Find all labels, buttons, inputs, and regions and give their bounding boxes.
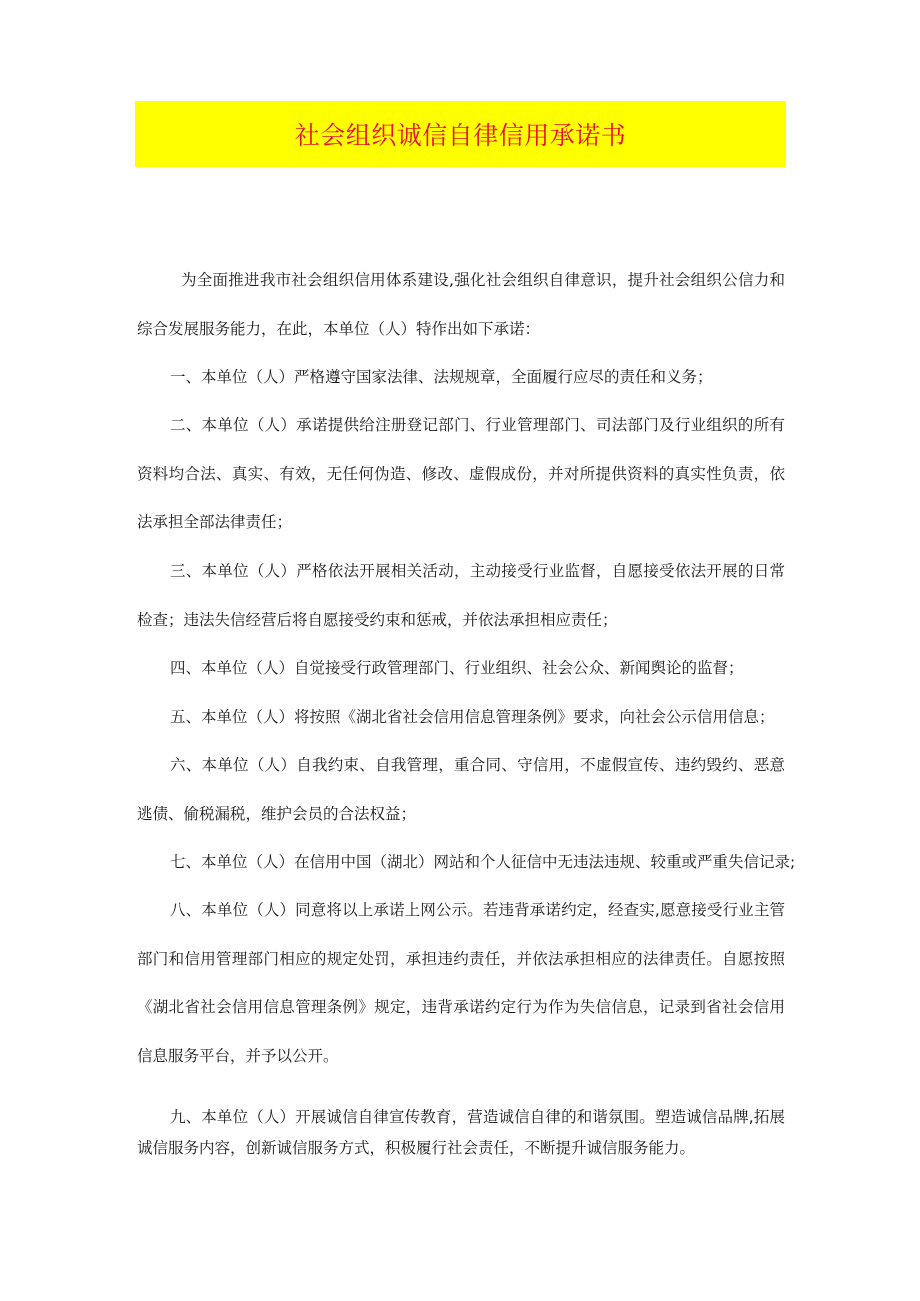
commitment-paragraph-6: 六、本单位（人）自我约束、自我管理，重合同、守信用，不虚假宣传、违约毁约、恶意逃债、偷税漏税，维护会员的合法权益；: [137, 756, 785, 823]
commitment-paragraph-9: 九、本单位（人）开展诚信自律宣传教育，营造诚信自律的和谐氛围。塑造诚信品牌,拓展诚信服务内容，创新诚信服务方式，积极履行社会责任，不断提升诚信服务能力。: [137, 1108, 785, 1157]
commitment-paragraph-8: 八、本单位（人）同意将以上承诺上网公示。若违背承诺约定，经查实,愿意接受行业主管部门和信用管理部门相应的规定处罚，承担违约责任，并依法承担相应的法律责任。自愿按照《湖北省社会信用信息管理条例》规定，违背承诺约定行为作为失信信息，记录到省社会信用信息服务平台，并予以公开。: [137, 901, 785, 1065]
commitment-paragraph-7: 七、本单位（人）在信用中国（湖北）网站和个人征信中无违法违规、较重或严重失信记录;: [170, 853, 796, 871]
commitment-paragraph-5: 五、本单位（人）将按照《湖北省社会信用信息管理条例》要求，向社会公示信用信息；: [170, 708, 775, 726]
commitment-paragraph-2: 二、本单位（人）承诺提供给注册登记部门、行业管理部门、司法部门及行业组织的所有资料均合法、真实、有效，无任何伪造、修改、虚假成份，并对所提供资料的真实性负责，依法承担全部法律责任；: [137, 416, 785, 531]
commitment-paragraph-3: 三、本单位（人）严格依法开展相关活动，主动接受行业监督，自愿接受依法开展的日常检查；违法失信经营后将自愿接受约束和惩戒，并依法承担相应责任；: [137, 562, 785, 629]
title-banner: [135, 101, 786, 167]
commitment-paragraph-4: 四、本单位（人）自觉接受行政管理部门、行业组织、社会公众、新闻舆论的监督；: [170, 659, 744, 677]
intro-paragraph: 为全面推进我市社会组织信用体系建设,强化社会组织自律意识，提升社会组织公信力和综合发展服务能力，在此，本单位（人）特作出如下承诺：: [137, 271, 785, 338]
commitment-paragraph-1: 一、本单位（人）严格遵守国家法律、法规规章，全面履行应尽的责任和义务；: [170, 368, 713, 386]
document-title: 社会组织诚信自律信用承诺书: [294, 121, 627, 150]
